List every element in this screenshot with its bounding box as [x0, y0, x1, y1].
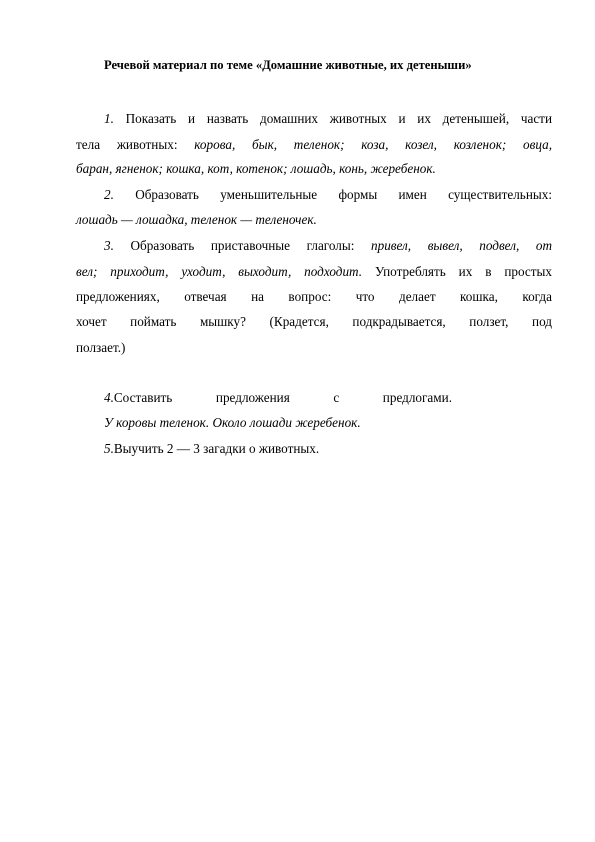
item-5-text-1: Выучить 2 — 3 загадки о животных. [113, 441, 320, 456]
item-2-line-2 [76, 212, 552, 228]
item-5-number: 5. [104, 441, 114, 456]
item-3-text-4: хочет поймать мышку? (Крадется, подкрадывается, ползет, под [76, 314, 552, 329]
item-3-line-5 [76, 340, 552, 356]
item-4-line-1 [104, 390, 452, 406]
item-2-examples: лошадь — лошадка, теленок — теленочек. [76, 212, 317, 227]
item-3-text-1: Образовать приставочные глаголы: [130, 238, 372, 253]
item-3-line-4 [76, 314, 552, 330]
item-3-line-1 [104, 238, 552, 254]
item-1-text-2: тела животных: [76, 137, 195, 152]
item-3-line-2 [76, 264, 552, 280]
item-2-number: 2. [104, 187, 114, 202]
item-4-number: 4. [104, 390, 114, 405]
item-4-line-2 [104, 415, 552, 431]
item-1-animals-2: баран, ягненок; кошка, кот, котенок; лошадь, конь, жеребенок. [76, 161, 436, 176]
item-3-text-3: предложениях, отвечая на вопрос: что делает кошка, когда [76, 289, 552, 304]
item-1-text-1: Показать и назвать домашних животных и их детенышей, части [125, 111, 553, 126]
item-3-number: 3. [104, 238, 114, 253]
item-2-text-1: Образовать уменьшительные формы имен существительных: [135, 187, 552, 202]
item-1-animals-1: корова, бык, теленок; коза, козел, козленок; овца, [194, 137, 552, 152]
item-1-line-3 [76, 161, 552, 177]
item-2-line-1 [104, 187, 552, 203]
item-3-verbs-1: привел, вывел, подвел, от [371, 238, 552, 253]
item-1-number: 1. [104, 111, 114, 126]
item-3-text-5: ползает.) [76, 340, 126, 355]
item-1-line-1 [104, 111, 552, 127]
document-title: Речевой материал по теме «Домашние животные, их детеныши» [104, 58, 472, 72]
item-4-examples: У коровы теленок. Около лошади жеребенок. [104, 415, 361, 430]
item-5-line-1 [104, 441, 552, 457]
item-4-text-1: Составить предложения с предлогами. [113, 390, 452, 405]
item-3-verbs-2: вел; приходит, уходит, выходит, подходит. [76, 264, 363, 279]
item-1-line-2 [76, 137, 552, 153]
item-3-text-2: Употреблять их в простых [362, 264, 552, 279]
item-3-line-3 [76, 289, 552, 305]
